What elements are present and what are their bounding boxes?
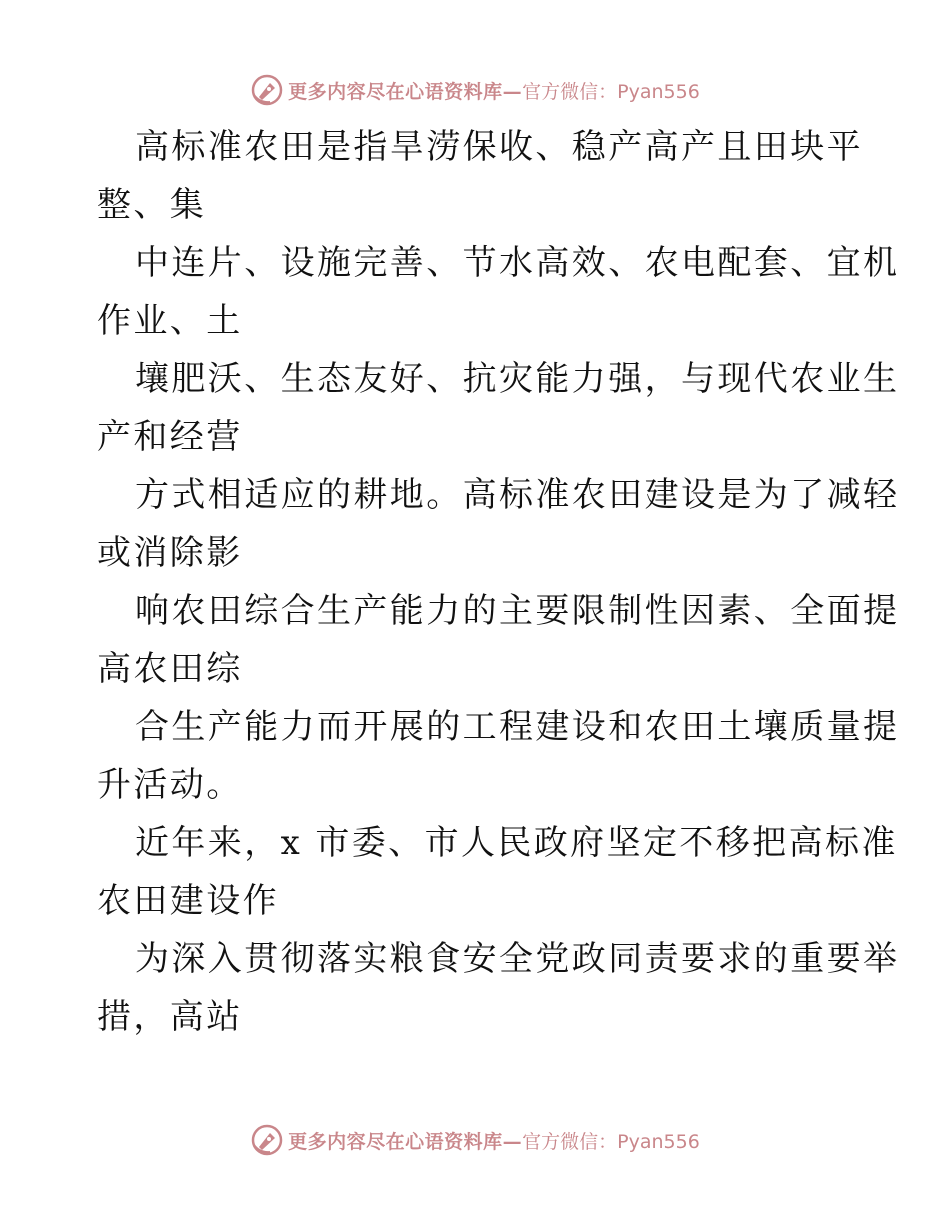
text-line: 中连片、设施完善、节水高效、农电配套、宜机 bbox=[135, 243, 900, 283]
text-line: 近年来，x 市委、市人民政府坚定不移把高标准 bbox=[135, 823, 898, 863]
pen-nib-logo-icon bbox=[250, 73, 284, 107]
banner-contact: 官方微信：Pyan556 bbox=[522, 1130, 700, 1153]
text-line: 为深入贯彻落实粮食安全党政同责要求的重要举 bbox=[135, 939, 900, 979]
text-line: 农田建设作 bbox=[97, 881, 279, 921]
banner-contact: 官方微信：Pyan556 bbox=[522, 80, 700, 103]
text-line: 升活动。 bbox=[97, 765, 243, 805]
text-line: 方式相适应的耕地。高标准农田建设是为了减轻 bbox=[135, 475, 900, 515]
body-paragraph bbox=[97, 118, 900, 1046]
text-line: 措，高站 bbox=[97, 997, 243, 1037]
text-line: 或消除影 bbox=[97, 533, 243, 573]
text-line: 高标准农田是指旱涝保收、稳产高产且田块平 bbox=[135, 127, 863, 167]
banner-text: 更多内容尽在心语资料库— bbox=[288, 80, 523, 103]
text-line: 产和经营 bbox=[97, 417, 243, 457]
header-banner bbox=[0, 70, 950, 110]
text-line: 壤肥沃、生态友好、抗灾能力强，与现代农业生 bbox=[135, 359, 900, 399]
text-line: 高农田综 bbox=[97, 649, 243, 689]
pen-nib-logo-icon bbox=[250, 1123, 284, 1157]
text-line: 合生产能力而开展的工程建设和农田土壤质量提 bbox=[135, 707, 900, 747]
text-line: 响农田综合生产能力的主要限制性因素、全面提 bbox=[135, 591, 900, 631]
banner-text: 更多内容尽在心语资料库— bbox=[288, 1130, 523, 1153]
text-line: 整、集 bbox=[97, 185, 207, 225]
footer-banner bbox=[0, 1120, 950, 1160]
text-line: 作业、土 bbox=[97, 301, 243, 341]
